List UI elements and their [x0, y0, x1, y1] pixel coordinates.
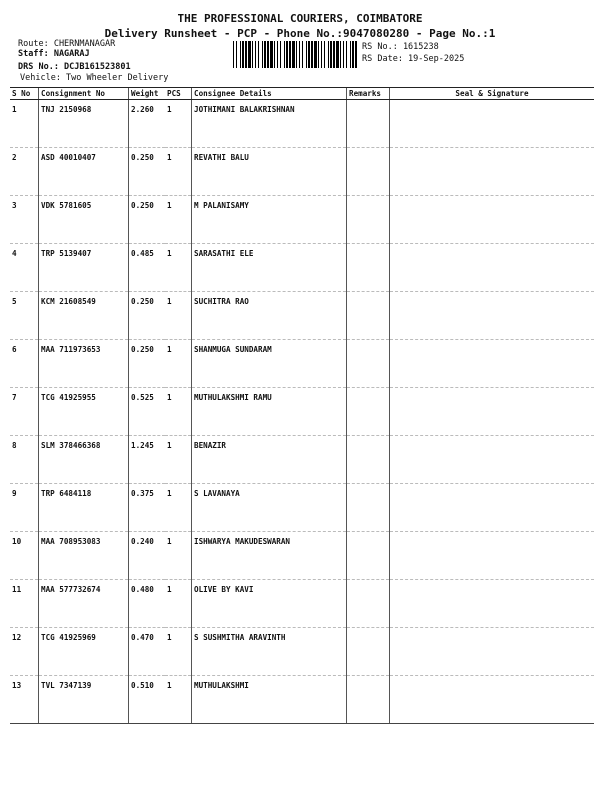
pcs-value: 1 — [165, 100, 192, 148]
consignee-name: MUTHULAKSHMI RAMU — [192, 388, 347, 436]
signature-cell — [390, 196, 595, 244]
pcs-value: 1 — [165, 196, 192, 244]
table-row — [10, 148, 594, 196]
consignment-number: MAA 577732674 — [39, 580, 129, 628]
consignee-name: SHANMUGA SUNDARAM — [192, 340, 347, 388]
table-row — [10, 340, 594, 388]
rs-number: RS No.: 1615238 — [362, 42, 439, 52]
table-row — [10, 388, 594, 436]
col-pcs: PCS — [165, 88, 192, 100]
row-sno: 10 — [10, 532, 39, 580]
table-row — [10, 628, 594, 676]
rs-date: RS Date: 19-Sep-2025 — [362, 54, 465, 64]
consignment-number: TCG 41925955 — [39, 388, 129, 436]
row-sno: 9 — [10, 484, 39, 532]
pcs-value: 1 — [165, 676, 192, 724]
row-sno: 7 — [10, 388, 39, 436]
consignment-number: KCM 21608549 — [39, 292, 129, 340]
remarks-cell — [347, 580, 390, 628]
weight-value: 0.480 — [129, 580, 166, 628]
remarks-cell — [347, 100, 390, 148]
consignment-number: TNJ 2150968 — [39, 100, 129, 148]
consignment-number: ASD 40010407 — [39, 148, 129, 196]
consignee-name: SUCHITRA RAO — [192, 292, 347, 340]
col-consignee: Consignee Details — [192, 88, 347, 100]
weight-value: 0.250 — [129, 148, 166, 196]
weight-value: 1.245 — [129, 436, 166, 484]
row-sno: 8 — [10, 436, 39, 484]
remarks-cell — [347, 292, 390, 340]
table-row — [10, 292, 594, 340]
pcs-value: 1 — [165, 340, 192, 388]
consignee-name: MUTHULAKSHMI — [192, 676, 347, 724]
company-title: THE PROFESSIONAL COURIERS, COIMBATORE — [177, 12, 423, 25]
table-header-row — [10, 88, 594, 100]
consignee-name: BENAZIR — [192, 436, 347, 484]
signature-cell — [390, 628, 595, 676]
consignee-name: M PALANISAMY — [192, 196, 347, 244]
consignee-name: ISHWARYA MAKUDESWARAN — [192, 532, 347, 580]
row-sno: 3 — [10, 196, 39, 244]
signature-cell — [390, 436, 595, 484]
weight-value: 0.510 — [129, 676, 166, 724]
remarks-cell — [347, 676, 390, 724]
consignment-number: MAA 708953083 — [39, 532, 129, 580]
consignee-name: SARASATHI ELE — [192, 244, 347, 292]
table-row — [10, 436, 594, 484]
signature-cell — [390, 676, 595, 724]
runsheet-subtitle: Delivery Runsheet - PCP - Phone No.:9047080280 - Page No.:1 — [104, 27, 496, 40]
consignment-number: TCG 41925969 — [39, 628, 129, 676]
weight-value: 0.250 — [129, 340, 166, 388]
consignment-number: SLM 378466368 — [39, 436, 129, 484]
vehicle-label: Vehicle: Two Wheeler Delivery — [20, 73, 169, 83]
weight-value: 0.485 — [129, 244, 166, 292]
table-row — [10, 532, 594, 580]
row-sno: 12 — [10, 628, 39, 676]
row-sno: 5 — [10, 292, 39, 340]
remarks-cell — [347, 628, 390, 676]
table-row — [10, 484, 594, 532]
staff-label: Staff: NAGARAJ — [18, 49, 90, 59]
weight-value: 0.240 — [129, 532, 166, 580]
row-sno: 1 — [10, 100, 39, 148]
signature-cell — [390, 148, 595, 196]
table-row — [10, 100, 594, 148]
pcs-value: 1 — [165, 532, 192, 580]
consignee-name: S LAVANAYA — [192, 484, 347, 532]
consignment-number: TVL 7347139 — [39, 676, 129, 724]
consignee-name: REVATHI BALU — [192, 148, 347, 196]
signature-cell — [390, 484, 595, 532]
row-sno: 4 — [10, 244, 39, 292]
pcs-value: 1 — [165, 580, 192, 628]
consignment-number: TRP 5139407 — [39, 244, 129, 292]
consignee-name: S SUSHMITHA ARAVINTH — [192, 628, 347, 676]
col-sno: S No — [10, 88, 39, 100]
col-remarks: Remarks — [347, 88, 390, 100]
signature-cell — [390, 100, 595, 148]
signature-cell — [390, 244, 595, 292]
weight-value: 0.250 — [129, 196, 166, 244]
row-sno: 6 — [10, 340, 39, 388]
weight-value: 0.525 — [129, 388, 166, 436]
consignment-number: MAA 711973653 — [39, 340, 129, 388]
weight-value: 0.250 — [129, 292, 166, 340]
pcs-value: 1 — [165, 292, 192, 340]
pcs-value: 1 — [165, 628, 192, 676]
weight-value: 0.375 — [129, 484, 166, 532]
barcode-icon — [232, 41, 358, 68]
table-row — [10, 580, 594, 628]
signature-cell — [390, 388, 595, 436]
table-row — [10, 676, 594, 724]
weight-value: 2.260 — [129, 100, 166, 148]
route-label: Route: CHERNMANAGAR — [18, 39, 116, 49]
runsheet-table — [10, 87, 594, 724]
remarks-cell — [347, 388, 390, 436]
remarks-cell — [347, 244, 390, 292]
remarks-cell — [347, 436, 390, 484]
remarks-cell — [347, 196, 390, 244]
remarks-cell — [347, 532, 390, 580]
pcs-value: 1 — [165, 148, 192, 196]
signature-cell — [390, 292, 595, 340]
drs-number: DRS No.: DCJB161523801 — [18, 62, 131, 72]
remarks-cell — [347, 340, 390, 388]
consignment-number: TRP 6484118 — [39, 484, 129, 532]
signature-cell — [390, 532, 595, 580]
col-signature: Seal & Signature — [390, 88, 595, 100]
row-sno: 2 — [10, 148, 39, 196]
table-row — [10, 244, 594, 292]
signature-cell — [390, 580, 595, 628]
row-sno: 13 — [10, 676, 39, 724]
signature-cell — [390, 340, 595, 388]
consignee-name: OLIVE BY KAVI — [192, 580, 347, 628]
row-sno: 11 — [10, 580, 39, 628]
consignment-number: VDK 5781605 — [39, 196, 129, 244]
pcs-value: 1 — [165, 484, 192, 532]
remarks-cell — [347, 484, 390, 532]
consignee-name: JOTHIMANI BALAKRISHNAN — [192, 100, 347, 148]
weight-value: 0.470 — [129, 628, 166, 676]
pcs-value: 1 — [165, 436, 192, 484]
remarks-cell — [347, 148, 390, 196]
table-row — [10, 196, 594, 244]
col-consignment: Consignment No — [39, 88, 129, 100]
pcs-value: 1 — [165, 244, 192, 292]
pcs-value: 1 — [165, 388, 192, 436]
col-weight: Weight — [129, 88, 166, 100]
